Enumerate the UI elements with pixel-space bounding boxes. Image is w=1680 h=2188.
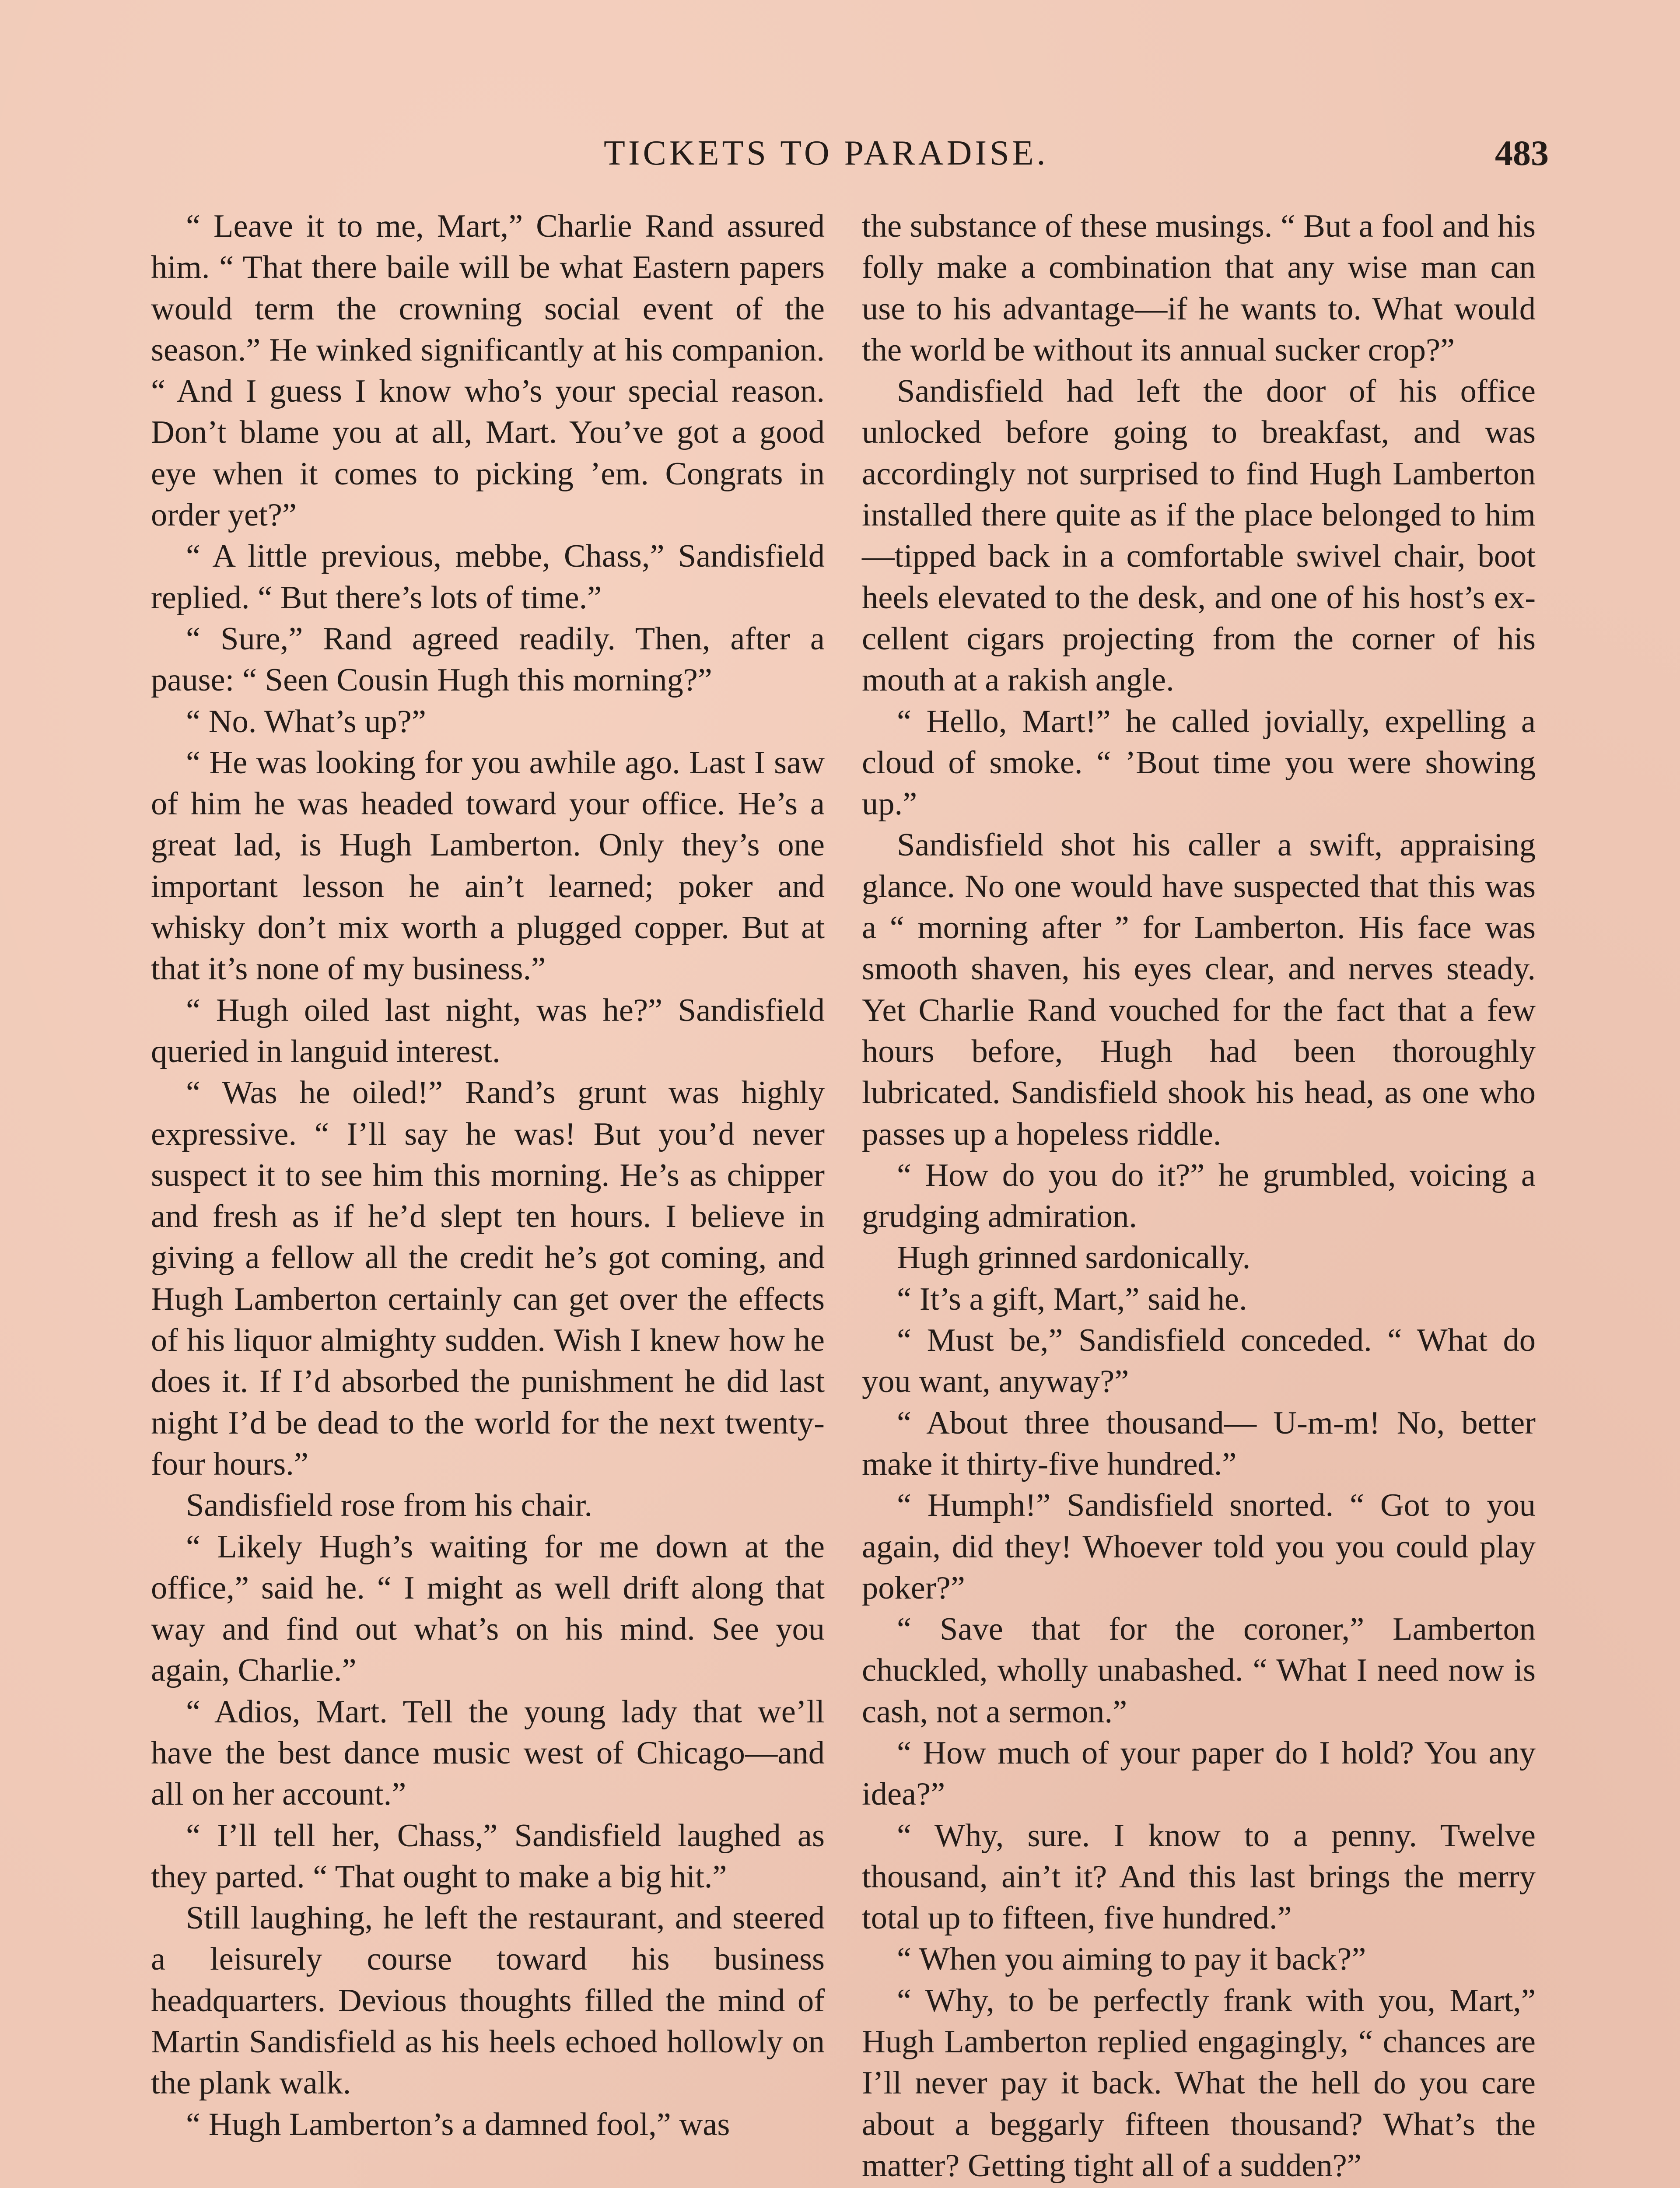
paragraph: “ Hello, Mart!” he called jovially, expelling a cloud of smoke. “ ’Bout time you were showing up.”: [862, 703, 1536, 822]
paragraph: “ A little previous, mebbe, Chass,” Sandisfield replied. “ But there’s lots of time.”: [151, 538, 825, 616]
paragraph: Sandisfield had left the door of his office unlocked before going to breakfast, and was accordingly not surprised to find Hugh Lamberton installed there quite as if the place belonged to him—tipped back in a comfortable swivel chair, boot heels elevated to the desk, and one of his host’s excellent cigars projecting from the corner of his mouth at a rakish angle.: [862, 373, 1536, 698]
paragraph: “ Hugh oiled last night, was he?” Sandisfield queried in languid interest.: [151, 992, 825, 1069]
paragraph: “ Leave it to me, Mart,” Charlie Rand assured him. “ That there baile will be what Eastern papers would term the crowning social event of the season.” He winked significantly at his companion. “ And I guess I know who’s your special reason. Don’t blame you at all, Mart. You’ve got a good eye when it comes to picking ’em. Congrats in order yet?”: [151, 208, 825, 533]
paragraph: Sandisfield shot his caller a swift, appraising glance. No one would have suspected that this was a “ morning after ” for Lamberton. His face was smooth shaven, his eyes clear, and nerves steady. Yet Charlie Rand vouched for the fact that a few hours before, Hugh had been thoroughly lubricated. Sandisfield shook his head, as one who passes up a hopeless riddle.: [862, 827, 1536, 1152]
paragraph: the substance of these musings. “ But a fool and his folly make a combination that any wise man can use to his advantage—if he wants to. What would the world be without its annual sucker crop?”: [862, 208, 1536, 368]
page-header: [149, 127, 1549, 179]
paragraph: “ How do you do it?” he grumbled, voicing a grudging admiration.: [862, 1157, 1536, 1235]
left-text-column: [151, 206, 825, 2145]
paragraph: Hugh grinned sardonically.: [897, 1240, 1251, 1276]
paragraph: “ Save that for the coroner,” Lamberton chuckled, wholly unabashed. “ What I need now is cash, not a sermon.”: [862, 1611, 1536, 1730]
paragraph: “ Why, sure. I know to a penny. Twelve thousand, ain’t it? And this last brings the merry total up to fifteen, five hundred.”: [862, 1817, 1536, 1936]
paragraph: “ Hugh Lamberton’s a damned fool,” was: [186, 2106, 730, 2142]
paragraph: Still laughing, he left the restaurant, and steered a leisurely course toward his business headquarters. Devious thoughts filled the mind of Martin Sandisfield as his heels echoed hollowly on the plank walk.: [151, 1900, 825, 2101]
paragraph: “ It’s a gift, Mart,” said he.: [897, 1281, 1247, 1317]
paragraph: “ When you aiming to pay it back?”: [897, 1941, 1366, 1978]
running-title: TICKETS TO PARADISE.: [604, 134, 1049, 172]
right-text-column: [862, 206, 1536, 2186]
paragraph: Sandisfield rose from his chair.: [186, 1487, 592, 1524]
paragraph: “ About three thousand— U-m-m! No, better make it thirty-five hundred.”: [862, 1405, 1536, 1482]
paragraph: “ Humph!” Sandisfield snorted. “ Got to you again, did they! Whoever told you you could play poker?”: [862, 1487, 1536, 1606]
page-number: 483: [1495, 133, 1549, 173]
paragraph: “ Adios, Mart. Tell the young lady that we’ll have the best dance music west of Chicago—and all on her account.”: [151, 1694, 825, 1813]
paragraph: “ How much of your paper do I hold? You any idea?”: [862, 1735, 1536, 1813]
paragraph: “ Sure,” Rand agreed readily. Then, after a pause: “ Seen Cousin Hugh this morning?”: [151, 621, 825, 698]
paragraph: “ Was he oiled!” Rand’s grunt was highly expressive. “ I’ll say he was! But you’d never suspect it to see him this morning. He’s as chipper and fresh as if he’d slept ten hours. I believe in giving a fellow all the credit he’s got coming, and Hugh Lamberton certainly can get over the effects of his liquor almighty sudden. Wish I knew how he does it. If I’d absorbed the punishment he did last night I’d be dead to the world for the next twenty-four hours.”: [151, 1075, 825, 1482]
paragraph: “ He was looking for you awhile ago. Last I saw of him he was headed toward your office. He’s a great lad, is Hugh Lamberton. Only they’s one important lesson he ain’t learned; poker and whisky don’t mix worth a plugged copper. But at that it’s none of my business.”: [151, 744, 825, 987]
paragraph: “ I’ll tell her, Chass,” Sandisfield laughed as they parted. “ That ought to make a big hit.”: [151, 1817, 825, 1895]
paragraph: “ Must be,” Sandisfield conceded. “ What do you want, anyway?”: [862, 1322, 1536, 1400]
paragraph: “ Why, to be perfectly frank with you, Mart,” Hugh Lamberton replied engagingly, “ chances are I’ll never pay it back. What the hell do you care about a beggarly fifteen thousand? What’s the matter? Getting tight all of a sudden?”: [862, 1982, 1536, 2184]
paragraph: “ No. What’s up?”: [186, 703, 426, 740]
paragraph: “ Likely Hugh’s waiting for me down at the office,” said he. “ I might as well drift along that way and find out what’s on his mind. See you again, Charlie.”: [151, 1529, 825, 1689]
